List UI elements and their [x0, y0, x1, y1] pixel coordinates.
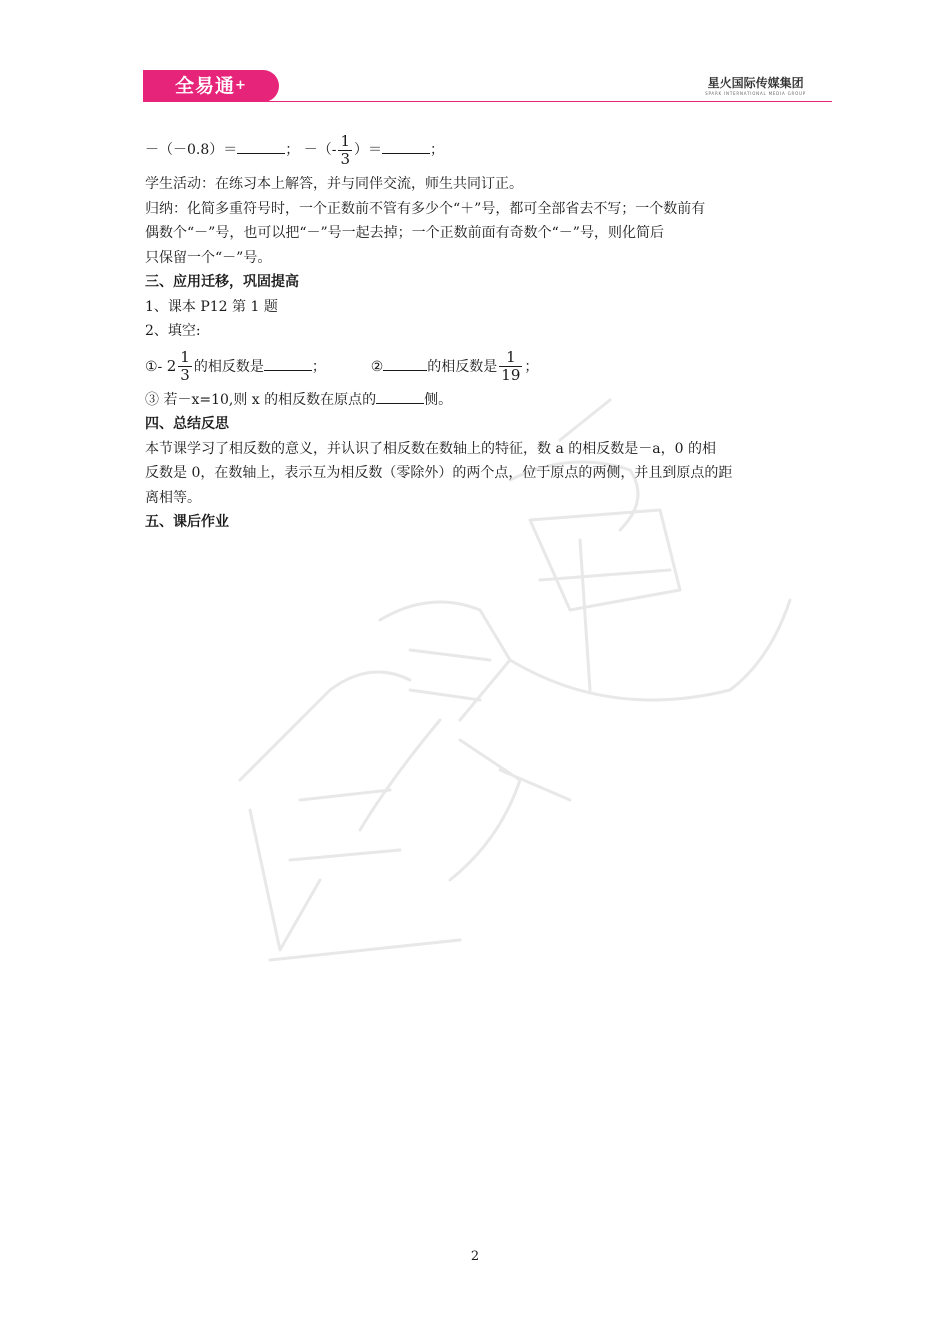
fill-line: [145, 344, 810, 388]
expression-2: －（-: [303, 142, 337, 158]
answer-blank: [237, 138, 285, 154]
expression-line: [145, 128, 810, 172]
question-3-text: ③ 若－x=10,则 x 的相反数在原点的: [145, 391, 377, 408]
section-4-line-1: 本节课学习了相反数的意义，并认识了相反数在数轴上的特征，数 a 的相反数是－a，0 的相: [145, 440, 716, 457]
section-3-item-2: 2、填空:: [145, 323, 201, 339]
question-3-suffix: 侧。: [424, 391, 453, 408]
expression-2-tail: ）＝: [354, 142, 382, 158]
question-2-prefix: ②: [370, 358, 384, 375]
brand-logo: [143, 70, 279, 102]
section-3-item-1: 1、课本 P12 第 1 题: [145, 298, 278, 315]
answer-blank: [376, 388, 424, 404]
sparkle-icon: +: [235, 78, 247, 93]
fraction-numerator: 1: [499, 349, 522, 367]
answer-blank: [264, 355, 312, 371]
separator: ；: [285, 142, 300, 158]
document-body: [145, 128, 810, 535]
watermark-text: 全易通: [210, 345, 259, 364]
answer-blank: [383, 355, 427, 371]
student-activity: 学生活动：在练习本上解答，并与同伴交流，师生共同订正。: [145, 176, 523, 192]
question-1-text: 的相反数是: [193, 358, 264, 375]
fraction-denominator: 19: [501, 366, 521, 384]
fraction-denominator: 3: [180, 366, 190, 384]
fraction-numerator: 1: [180, 348, 190, 366]
company-block: [705, 74, 806, 96]
separator: ；: [524, 358, 539, 375]
section-4-line-3: 离相等。: [145, 489, 201, 506]
separator: ；: [311, 358, 326, 375]
section-4-title: 四、总结反思: [145, 416, 229, 432]
header-divider: [143, 101, 832, 102]
question-2-text: 的相反数是: [427, 358, 498, 375]
question-1-prefix: ①-: [145, 358, 163, 375]
fraction: [499, 349, 522, 384]
answer-blank: [382, 138, 430, 154]
brand-logo-text: 全易通: [175, 75, 236, 97]
fraction-numerator: 1: [340, 131, 350, 150]
question-3: [145, 388, 810, 413]
section-5-title: 五、课后作业: [145, 514, 229, 530]
summary-line-3: 只保留一个“－”号。: [145, 249, 272, 266]
summary-line-2: 偶数个“－”号，也可以把“－”号一起去掉；一个正数前面有奇数个“－”号，则化简后: [145, 225, 664, 241]
company-name-en: SPARK INTERNATIONAL MEDIA GROUP: [705, 91, 806, 96]
page-number: 2: [470, 1249, 480, 1264]
fraction: [338, 133, 352, 168]
section-3-title: 三、应用迁移，巩固提高: [145, 274, 299, 290]
section-4-line-2: 反数是 0，在数轴上，表示互为相反数（零除外）的两个点，位于原点的两侧，并且到原点的距: [145, 465, 733, 481]
mixed-number-whole: 2: [166, 356, 177, 375]
separator: ；: [430, 142, 444, 158]
fraction-denominator: 3: [340, 149, 350, 168]
expression-1: －（－0.8）＝: [145, 142, 238, 158]
summary-line-1: 归纳：化简多重符号时，一个正数前不管有多少个“＋”号，都可全部省去不写；一个数前有: [145, 200, 706, 217]
fraction: [178, 349, 192, 384]
company-name-cn: 星火国际传媒集团: [707, 76, 804, 90]
